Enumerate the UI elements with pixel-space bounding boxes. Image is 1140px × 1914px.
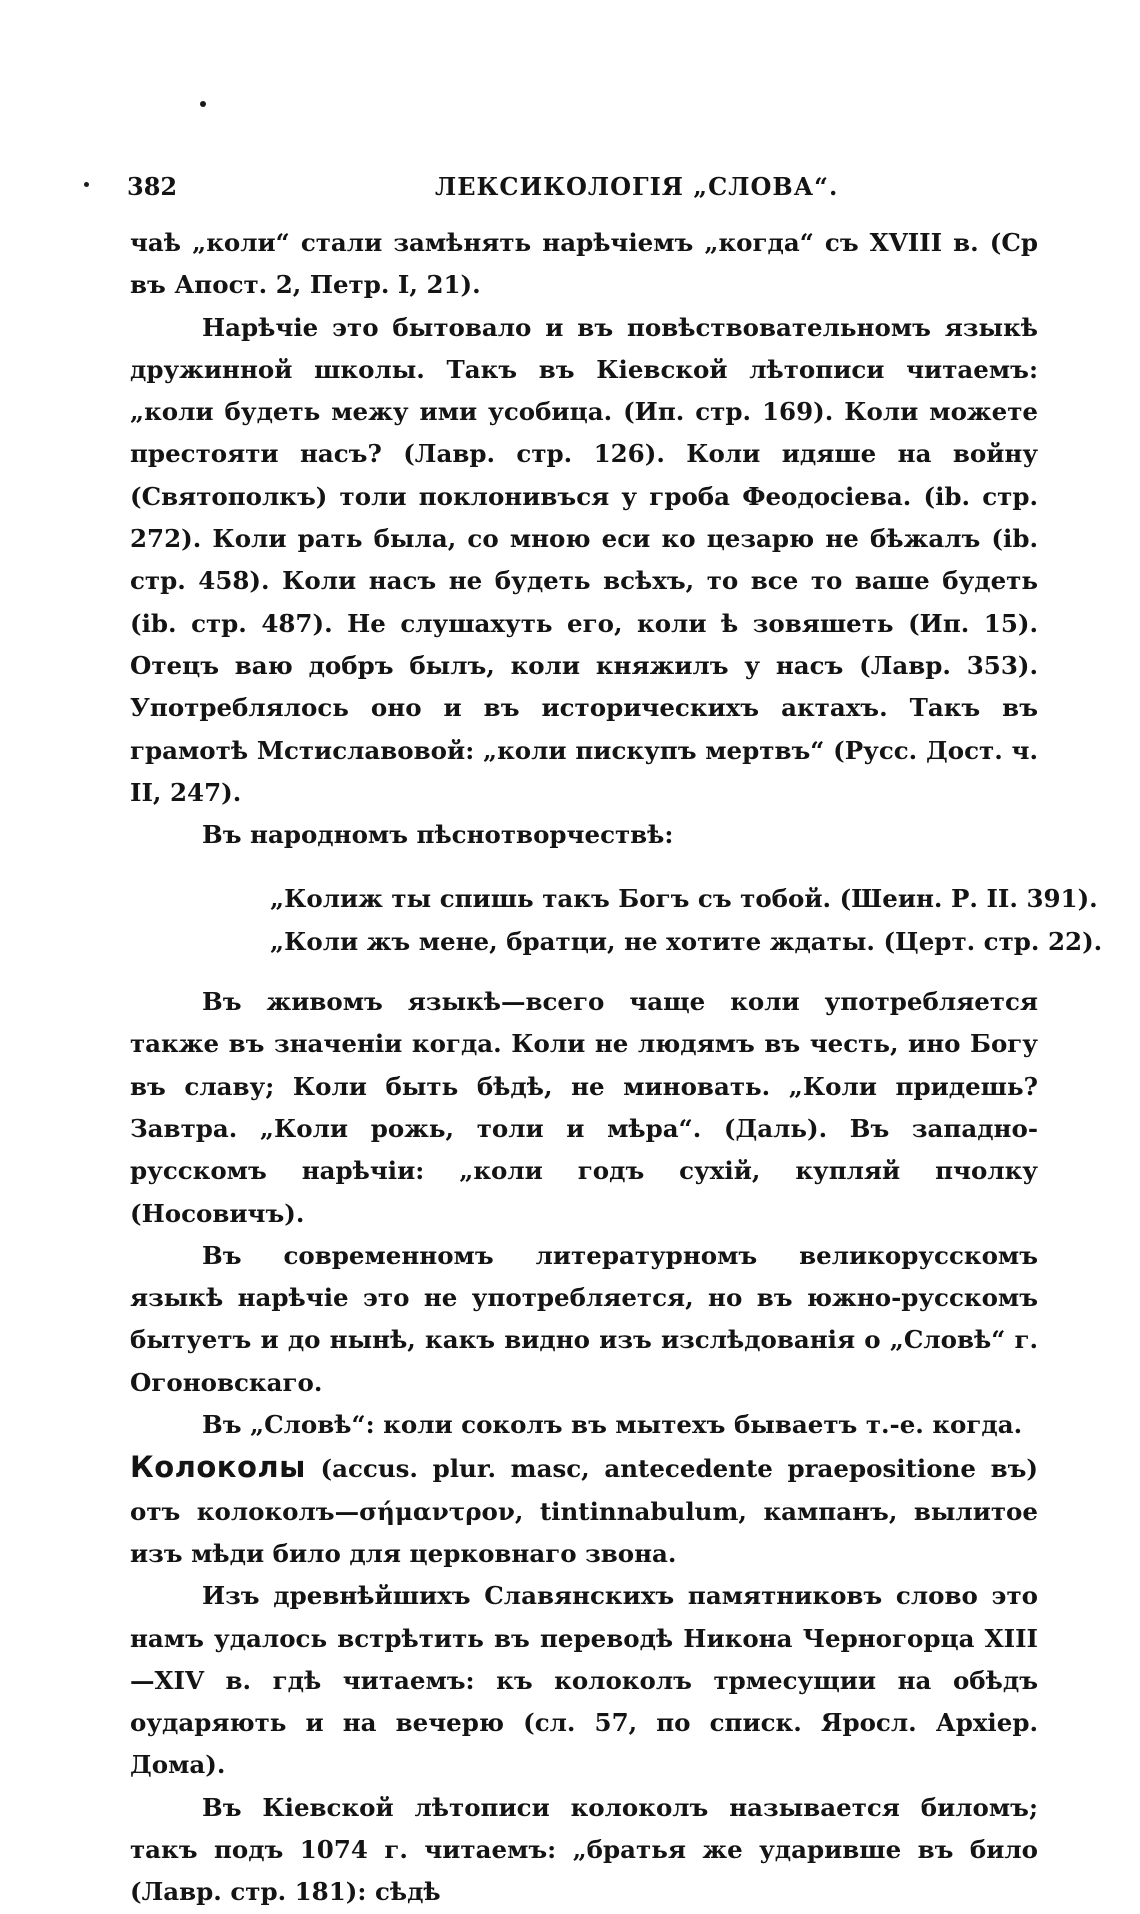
page-header [115,172,1015,212]
verse-line: „Коли жъ мене, братци, не хотите ждаты. (Церт. стр. 22). [270,926,1103,956]
page-body [130,222,1103,1914]
dictionary-entry [130,1446,1038,1575]
paragraph: Въ Кіевской лѣтописи колоколъ называется биломъ; такъ подъ 1074 г. читаемъ: „братья же ударивше въ било (Лавр. стр. 181): сѣдѣ [130,1792,1038,1907]
paragraph: Въ современномъ литературномъ великорусскомъ языкѣ нарѣчіе это не употребляется, но въ южно-русскомъ бытуетъ и до нынѣ, какъ видно изъ изслѣдованія о „Словѣ“ г. Огоновскаго. [130,1240,1038,1397]
entry-definition: (accus. plur. masc, antecedente praepositione въ) отъ колоколъ—σήμαντρον, tintinnabulum, кампанъ, вылитое изъ мѣди било для церковнаго звона. [130,1454,1038,1568]
paragraph: Въ живомъ языкѣ—всего чаще коли употребляется также въ значеніи когда. Коли не людямъ въ честь, ино Богу въ славу; Коли быть бѣдѣ, не миновать. „Коли придешь? Завтра. „Коли рожь, толи и мѣра“. (Даль). Въ западно-русскомъ нарѣчіи: „коли годъ сухій, купляй пчолку (Носовичъ). [130,987,1038,1228]
paragraph: Изъ древнѣйшихъ Славянскихъ памятниковъ слово это намъ удалось встрѣтить въ переводѣ Никона Черногорца XIII—XIV в. гдѣ читаемъ: къ колоколъ трмесущии на обѣдъ оударяють и на вечерю (сл. 57, по списк. Яросл. Архіер. Дома). [130,1581,1038,1780]
ink-speck [84,182,89,187]
paragraph: Нарѣчіе это бытовало и въ повѣствовательномъ языкѣ дружинной школы. Такъ въ Кіевской лѣтописи читаемъ: „коли будеть межу ими усобица. (Ип. стр. 169). Коли можете престояти насъ? (Лавр. стр. 126). Коли идяше на войну (Святополкъ) толи поклонивъся у гроба Феодосіева. (ib. стр. 272). Коли рать была, со мною еси ко цезарю не бѣжалъ (ib. стр. 458). Коли насъ не будеть всѣхъ, то все то ваше будеть (ib. стр. 487). Не слушахуть его, коли ѣ зовяшеть (Ип. 15). Отецъ ваю добръ былъ, коли княжилъ у насъ (Лавр. 353). Употреблялось оно и въ историческихъ актахъ. Такъ въ грамотѣ Мстиславовой: „коли пискупъ мертвъ“ (Русс. Дост. ч. II, 247). [130,312,1038,807]
paragraph: Въ народномъ пѣснотворчествѣ: [202,820,674,850]
entry-headword: Колоколы [130,1450,306,1485]
paragraph-continuation: чаѣ „коли“ стали замѣнять нарѣчіемъ „когда“ съ XVIII в. (Ср въ Апост. 2, Петр. I, 21). [130,228,1038,300]
running-title: ЛЕКСИКОЛОГІЯ „СЛОВА“. [435,172,839,201]
verse-quote [130,878,1103,963]
page-number: 382 [127,172,178,201]
ink-speck [200,101,206,107]
verse-line: „Колиж ты спишь такъ Богъ съ тобой. (Шеин. Р. II. 391). [270,884,1098,914]
paragraph: Въ „Словѣ“: коли соколъ въ мытехъ бываетъ т.-е. когда. [202,1410,1023,1440]
